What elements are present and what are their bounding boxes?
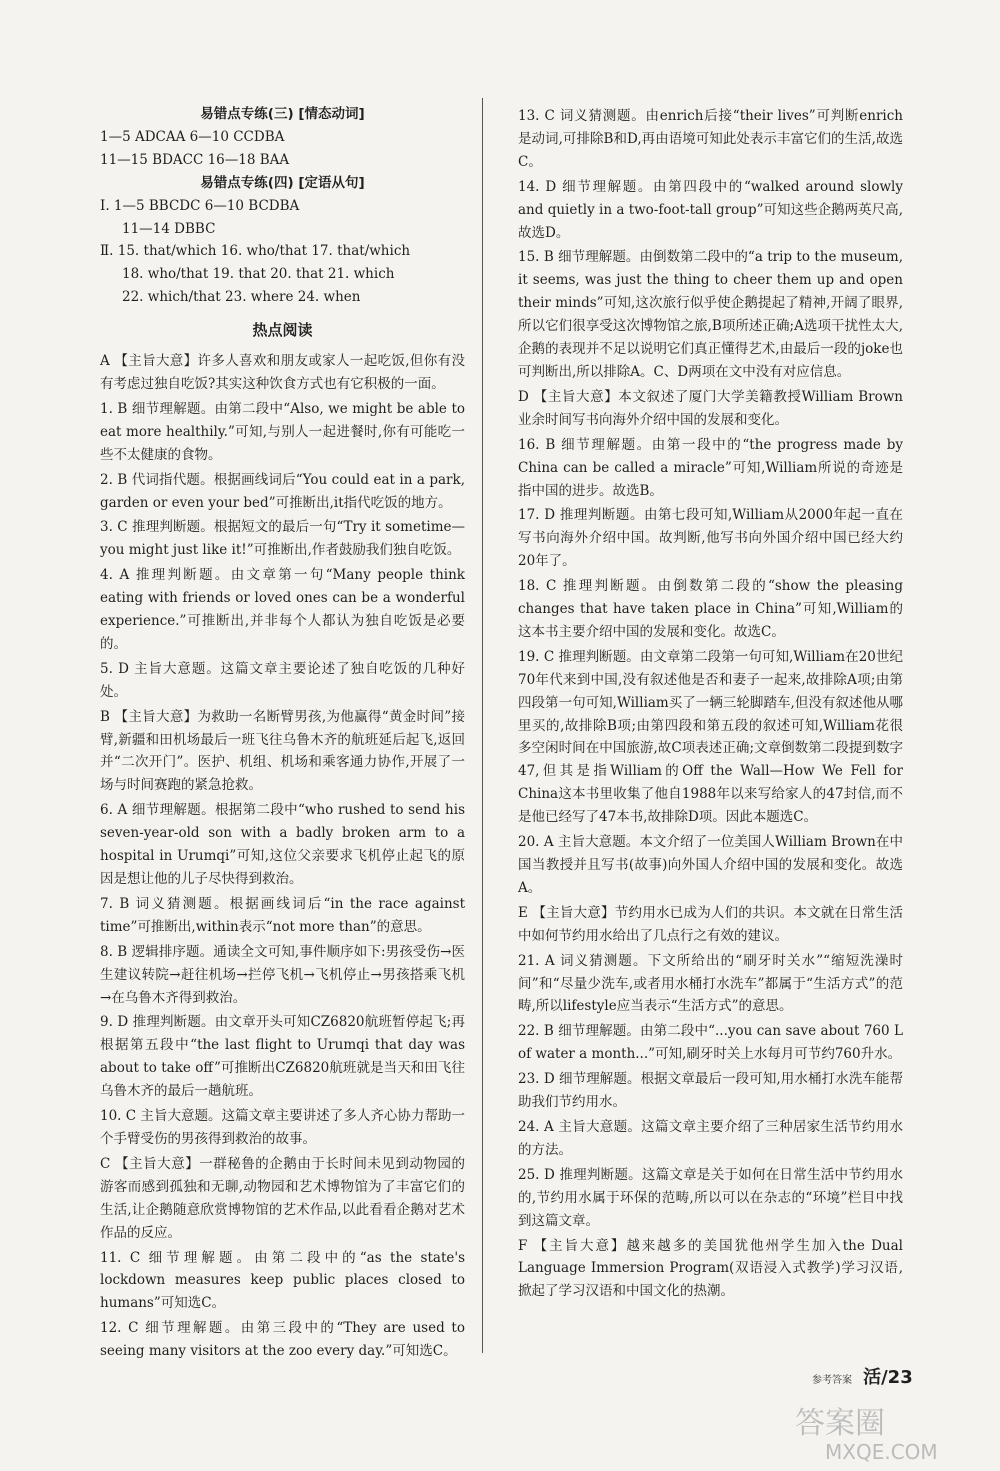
left-column xyxy=(100,103,465,1363)
answer-item: E 【主旨大意】节约用水已成为人们的共识。本文就在日常生活中如何节约用水给出了几点行之有效的建议。 xyxy=(518,904,903,944)
right-column xyxy=(518,103,903,1303)
answer-item: 19. C 推理判断题。由文章第二段第一句可知,William在20世纪70年代来到中国,没有叙述他是否和妻子一起来,故排除A项;由第四段第一句可知,William买了一辆三轮脚踏车,但没有叙述他从哪里买的,故排除B项;由第四段和第五段的叙述可知,William花很多空闲时间在中国旅游,故C项表述正确;文章倒数第二段提到数字47,但其是指William的Off the Wall—How We Fell for China这本书里收集了他自1988年以来写给家人的47封信,而不是他已经写了47本书,故排除D项。因此本题选C。 xyxy=(518,648,903,826)
watermark-logo xyxy=(785,1395,985,1465)
answer-item: 15. B 细节理解题。由倒数第二段中的“a trip to the museum, it seems, was just the thing to cheer them up and open their minds”可知,这次旅行似乎使企鹅提起了精神,开阔了眼界,所以它们很享受这次博物馆之旅,B项所述正确;A选项干扰性太大,企鹅的表现并不足以说明它们真正懂得艺术,由最后一段的joke也可判断出,所以排除A。C、D两项在文中没有对应信息。 xyxy=(518,249,903,380)
answer-item: 10. C 主旨大意题。这篇文章主要讲述了多人齐心协力帮助一个手臂受伤的男孩得到救治的故事。 xyxy=(100,1108,465,1147)
page-number: 活/23 xyxy=(863,1367,913,1388)
answer-line: 11—15 BDACC 16—18 BAA xyxy=(100,151,290,168)
watermark-line2: MXQE.COM xyxy=(825,1440,938,1464)
answer-item: 7. B 词义猜测题。根据画线词后“in the race against time”可推断出,within表示“not more than”的意思。 xyxy=(100,895,465,935)
answer-item: 22. B 细节理解题。由第二段中“...you can save about 760 L of water a month...”可知,刷牙时关上水每月可节约760升水。 xyxy=(518,1023,903,1063)
page-footer xyxy=(812,1363,913,1389)
answer-line: Ⅰ. 1—5 BBCDC 6—10 BCDBA xyxy=(100,197,300,214)
answer-item: 14. D 细节理解题。由第四段中的“walked around slowly and quietly in a two-foot-tall group”可知这些企鹅两英尺高,故选D。 xyxy=(518,178,903,241)
watermark-line1: 答案圈 xyxy=(795,1406,885,1441)
answer-item: 5. D 主旨大意题。这篇文章主要论述了独自吃饭的几种好处。 xyxy=(100,660,465,700)
answer-item: D 【主旨大意】本文叙述了厦门大学美籍教授William Brown业余时间写书向海外介绍中国的发展和变化。 xyxy=(518,388,903,428)
column-divider xyxy=(482,98,483,1353)
answer-item: 4. A 推理判断题。由文章第一句“Many people think eating with friends or loved ones can be a wonderful experience.”可推断出,并非每个人都认为独自吃饭是必要的。 xyxy=(100,567,465,652)
answer-item: 2. B 代词指代题。根据画线词后“You could eat in a park, garden or even your bed”可推断出,it指代吃饭的地方。 xyxy=(100,471,465,511)
answer-line: 1—5 ADCAA 6—10 CCDBA xyxy=(100,128,285,145)
answer-line: Ⅱ. 15. that/which 16. who/that 17. that/which xyxy=(100,243,411,260)
section-heading-modal-verbs: 易错点专练(三) [情态动词] xyxy=(200,106,365,122)
answer-item: 1. B 细节理解题。由第二段中“Also, we might be able to eat more healthily.”可知,与别人一起进餐时,你有可能吃一些不太健康的食物。 xyxy=(100,400,465,463)
answer-item: 23. D 细节理解题。根据文章最后一段可知,用水桶打水洗车能帮助我们节约用水。 xyxy=(518,1071,903,1111)
answer-item: 17. D 推理判断题。由第七段可知,William从2000年起一直在写书向海外介绍中国。故判断,他写书向外国介绍中国已经大约20年了。 xyxy=(518,507,903,570)
answer-item: 24. A 主旨大意题。这篇文章主要介绍了三种居家生活节约用水的方法。 xyxy=(518,1118,903,1158)
answer-item: A 【主旨大意】许多人喜欢和朋友或家人一起吃饭,但你有没有考虑过独自吃饭?其实这种饮食方式也有它积极的一面。 xyxy=(100,353,465,392)
answer-item: 3. C 推理判断题。根据短文的最后一句“Try it sometime—you might just like it!”可推断出,作者鼓励我们独自吃饭。 xyxy=(100,519,465,559)
answer-item: 21. A 词义猜测题。下文所给出的“刷牙时关水”“缩短洗澡时间”和“尽量少洗车,或者用水桶打水洗车”都属于“生活方式”的范畴,所以lifestyle应当表示“生活方式”的意思。 xyxy=(518,952,903,1015)
answer-item: B 【主旨大意】为救助一名断臂男孩,为他赢得“黄金时间”接臂,新疆和田机场最后一班飞往乌鲁木齐的航班延后起飞,返回并“二次开门”。医护、机组、机场和乘客通力协作,开展了一场与时间赛跑的紧急抢救。 xyxy=(100,708,465,794)
answer-line: 22. which/that 23. where 24. when xyxy=(122,289,361,306)
answer-item: 6. A 细节理解题。根据第二段中“who rushed to send his seven-year-old son with a badly broken arm to a hospital in Urumqi”可知,这位父亲要求飞机停止起飞的原因是想让他的儿子尽快得到救治。 xyxy=(100,802,465,887)
answer-item: C 【主旨大意】一群秘鲁的企鹅由于长时间未见到动物园的游客而感到孤独和无聊,动物园和艺术博物馆为了丰富它们的生活,让企鹅随意欣赏博物馆的艺术作品,以此看看企鹅对艺术作品的反应。 xyxy=(100,1155,465,1241)
answer-item: 25. D 推理判断题。这篇文章是关于如何在日常生活中节约用水的,节约用水属于环保的范畴,所以可以在杂志的“环境”栏目中找到这篇文章。 xyxy=(518,1166,903,1229)
answer-item: 9. D 推理判断题。由文章开头可知CZ6820航班暂停起飞;再根据第五段中“the last flight to Urumqi that day was about to take off”可推断出CZ6820航班就是当天和田飞往乌鲁木齐的最后一趟航班。 xyxy=(100,1014,465,1100)
answer-item: 20. A 主旨大意题。本文介绍了一位美国人William Brown在中国当教授并且写书(故事)向外国人介绍中国的发展和变化。故选A。 xyxy=(518,834,903,896)
section-heading-relative-clauses: 易错点专练(四) [定语从句] xyxy=(200,174,365,191)
answer-item: 12. C 细节理解题。由第三段中的“They are used to seeing many visitors at the zoo every day.”可知选C。 xyxy=(100,1320,465,1360)
answer-item: 16. B 细节理解题。由第一段中的“the progress made by China can be called a miracle”可知,William所说的奇迹是指中国的进步。故选B。 xyxy=(518,436,903,499)
footer-label: 参考答案 xyxy=(812,1375,852,1386)
section-title-hot-reading: 热点阅读 xyxy=(252,321,313,340)
answer-line: 11—14 DBBC xyxy=(122,220,216,237)
answer-item: F 【主旨大意】越来越多的美国犹他州学生加入the Dual Language Immersion Program(双语浸入式教学)学习汉语,掀起了学习汉语和中国文化的热潮。 xyxy=(518,1237,903,1300)
answer-item: 8. B 逻辑排序题。通读全文可知,事件顺序如下:男孩受伤→医生建议转院→赶往机场→拦停飞机→飞机停止→男孩搭乘飞机→在乌鲁木齐得到救治。 xyxy=(100,943,465,1006)
answer-item: 13. C 词义猜测题。由enrich后接“their lives”可判断enrich是动词,可排除B和D,再由语境可知此处表示丰富它们的生活,故选C。 xyxy=(518,108,903,170)
answer-item: 18. C 推理判断题。由倒数第二段的“show the pleasing changes that have taken place in China”可知,William的这本书主要介绍中国的发展和变化。故选C。 xyxy=(518,578,903,640)
answer-line: 18. who/that 19. that 20. that 21. which xyxy=(122,266,395,283)
answer-item: 11. C 细节理解题。由第二段中的“as the state's lockdown measures keep public places closed to humans”可知选C。 xyxy=(100,1249,465,1312)
